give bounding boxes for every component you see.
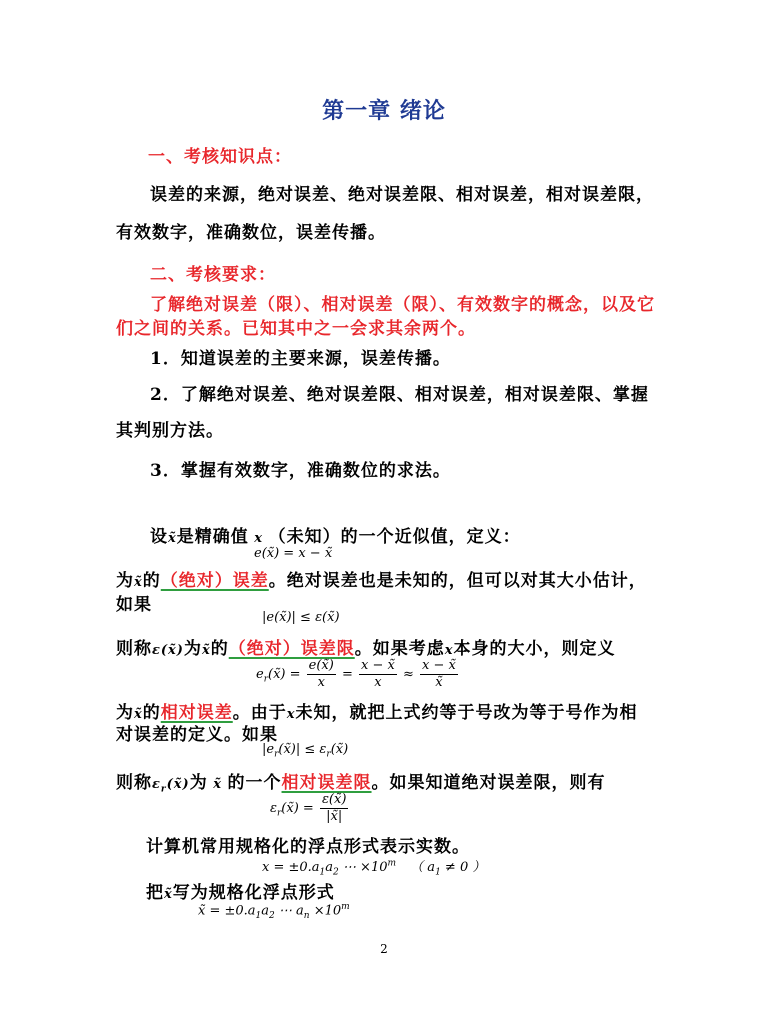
- equation-float-form: $x = \pm 0.a_1a_2$ ⋯ $\times 10^m$ （ $a_1 \ne 0$ ）: [262, 858, 486, 878]
- section2-heading: 二、考核要求：: [150, 265, 276, 285]
- term-abs-error-bound: （绝对）误差限: [228, 639, 355, 659]
- section2-item3: 3．掌握有效数字，准确数位的求法。: [150, 461, 451, 481]
- equation-relative-from-abs: $\varepsilon_r(x̃)$ = $\frac{\varepsilon(x̃)}{|x̃|}$: [270, 792, 347, 824]
- section1-line2: 有效数字，准确数位，误差传播。: [116, 223, 386, 243]
- equation-relative-bound: $|e_r(x̃)|$ ≤ $\varepsilon_r(x̃)$: [262, 742, 349, 760]
- section1-heading: 一、考核知识点：: [148, 147, 292, 167]
- paragraph-4: 为x̃的相对误差。由于x未知，就把上式约等于号改为等于号作为相: [116, 703, 638, 723]
- section2-item2-line2: 其判别方法。: [116, 421, 224, 441]
- paragraph-2: 为x̃的（绝对）误差。绝对误差也是未知的，但可以对其大小估计，: [116, 571, 647, 591]
- section2-item1: 1．知道误差的主要来源，误差传播。: [150, 349, 451, 369]
- page-title: 第一章 绪论: [322, 99, 446, 124]
- section1-line1: 误差的来源，绝对误差、绝对误差限、相对误差，相对误差限，: [150, 185, 654, 205]
- equation-abs-error: e(x̃) = x − x̃: [254, 546, 333, 561]
- equation-relative-error: $e_r(x̃)$ = $\frac{e(x̃)}{x}$ = $\frac{x - x̃}{x}$ ≈ $\frac{x - x̃}{x̃}$: [256, 658, 456, 690]
- paragraph-1: 设x̃是精确值 x （未知）的一个近似值，定义：: [150, 527, 521, 547]
- section2-red-line2: 们之间的关系。已知其中之一会求其余两个。: [116, 319, 476, 339]
- section2-item2-line1: 2．了解绝对误差、绝对误差限、相对误差，相对误差限、掌握: [150, 385, 649, 405]
- paragraph-4-cont: 对误差的定义。如果: [116, 725, 278, 745]
- paragraph-5: 则称$\varepsilon_r(x̃)$为 x̃ 的一个相对误差限。如果知道绝对误差限，则有: [116, 773, 606, 795]
- section2-red-line1: 了解绝对误差（限）、相对误差（限）、有效数字的概念，以及它: [150, 295, 655, 315]
- term-relative-error: 相对误差: [160, 703, 233, 723]
- paragraph-6: 计算机常用规格化的浮点形式表示实数。: [146, 837, 470, 857]
- page-number: 2: [380, 942, 388, 956]
- term-abs-error: （绝对）误差: [160, 571, 269, 591]
- paragraph-2-cont: 如果: [116, 595, 152, 615]
- term-relative-error-bound: 相对误差限: [281, 773, 372, 793]
- paragraph-7: 把x̃写为规格化浮点形式: [146, 883, 335, 903]
- equation-normalized-float: x̃ = $\pm 0.a_1a_2$ ⋯ $a_n \times 10^m$: [198, 902, 350, 921]
- equation-error-bound: |e(x̃)| ≤ ε(x̃): [262, 610, 340, 625]
- paragraph-3: 则称ε(x̃)为x̃的（绝对）误差限。如果考虑x本身的大小，则定义: [116, 639, 616, 659]
